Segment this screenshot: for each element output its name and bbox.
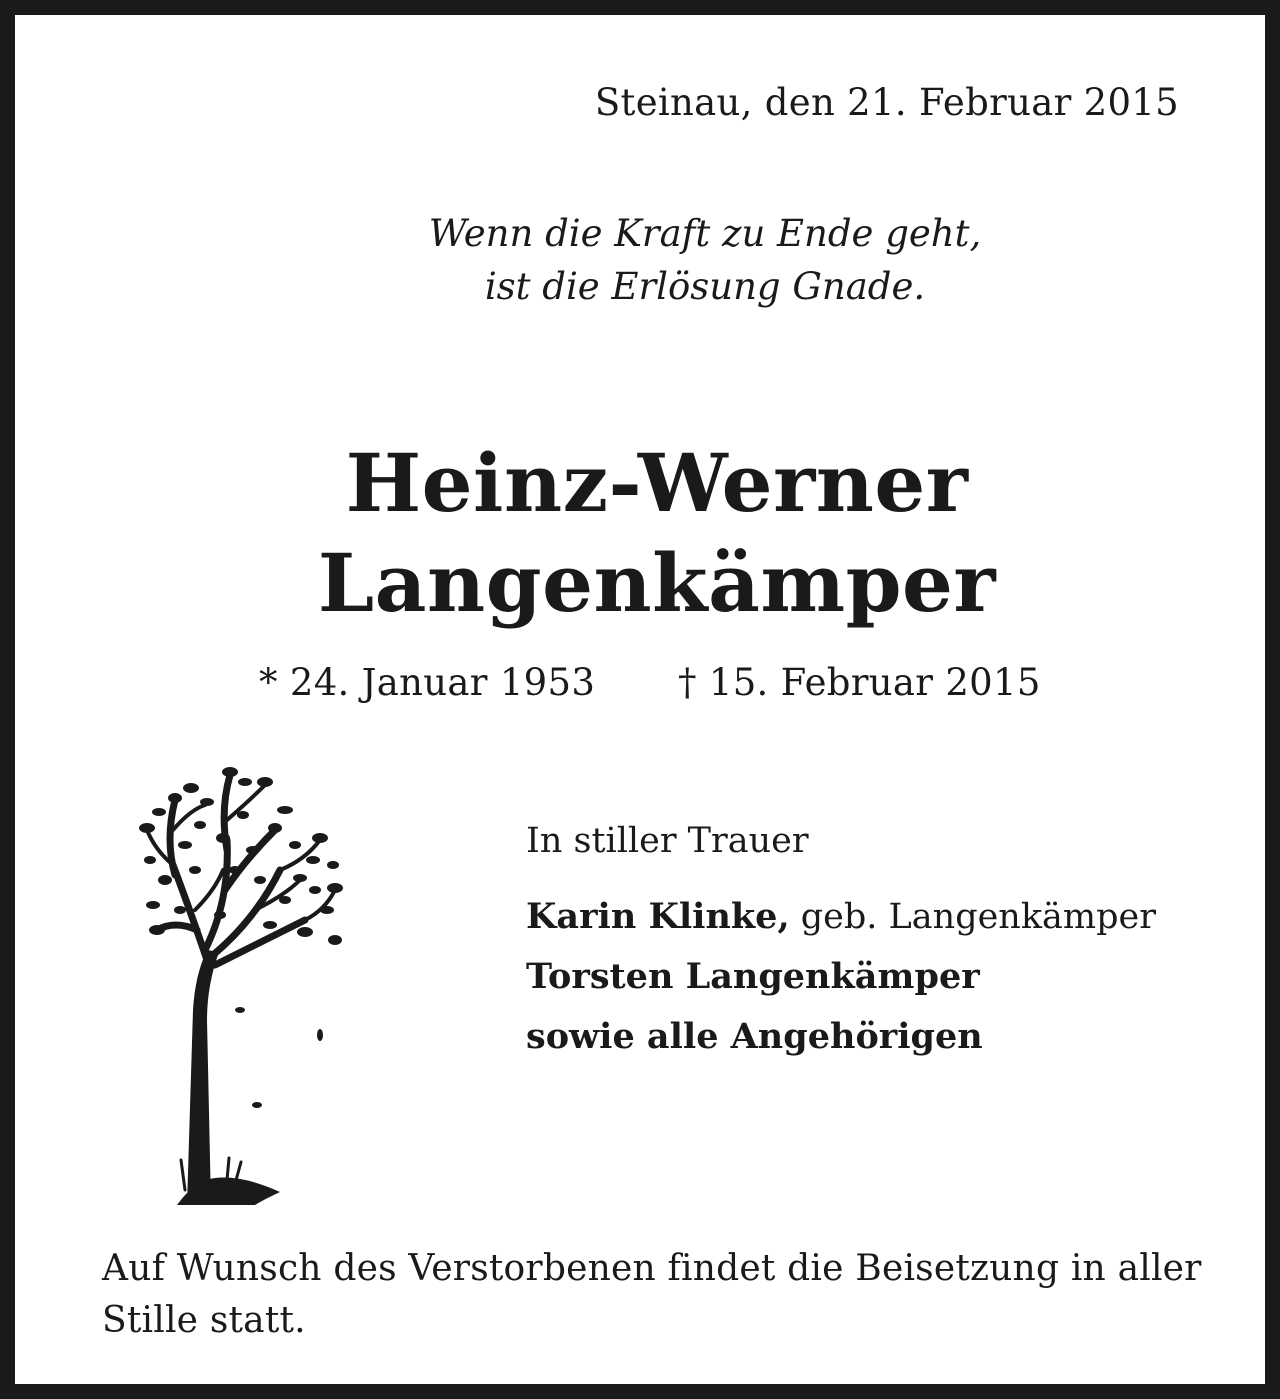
mourner-line bbox=[526, 887, 1156, 947]
place-date: Steinau, den 21. Februar 2015 bbox=[594, 81, 1179, 124]
mourner-line bbox=[526, 947, 1156, 1007]
tree-icon bbox=[135, 760, 355, 1205]
mourner-line bbox=[526, 1007, 1156, 1067]
mourners-block bbox=[526, 821, 1156, 1067]
deceased-name bbox=[15, 433, 1280, 633]
motto-quote bbox=[15, 207, 1280, 313]
funeral-note: Auf Wunsch des Verstorbenen findet die Beisetzung in aller Stille statt. bbox=[102, 1248, 1202, 1341]
motto-line-2: ist die Erlösung Gnade. bbox=[484, 265, 926, 308]
mourner-name: sowie alle Angehörigen bbox=[526, 1016, 983, 1057]
mourner-suffix: geb. Langenkämper bbox=[789, 897, 1156, 937]
death-date: † 15. Februar 2015 bbox=[678, 661, 1041, 704]
last-name: Langenkämper bbox=[317, 536, 997, 630]
motto-line-1: Wenn die Kraft zu Ende geht, bbox=[428, 212, 982, 255]
mourners-intro: In stiller Trauer bbox=[526, 821, 809, 861]
first-name: Heinz-Werner bbox=[345, 436, 969, 530]
birth-date: * 24. Januar 1953 bbox=[259, 661, 596, 704]
mourner-name: Karin Klinke, bbox=[526, 896, 790, 937]
mourner-name: Torsten Langenkämper bbox=[526, 956, 980, 997]
